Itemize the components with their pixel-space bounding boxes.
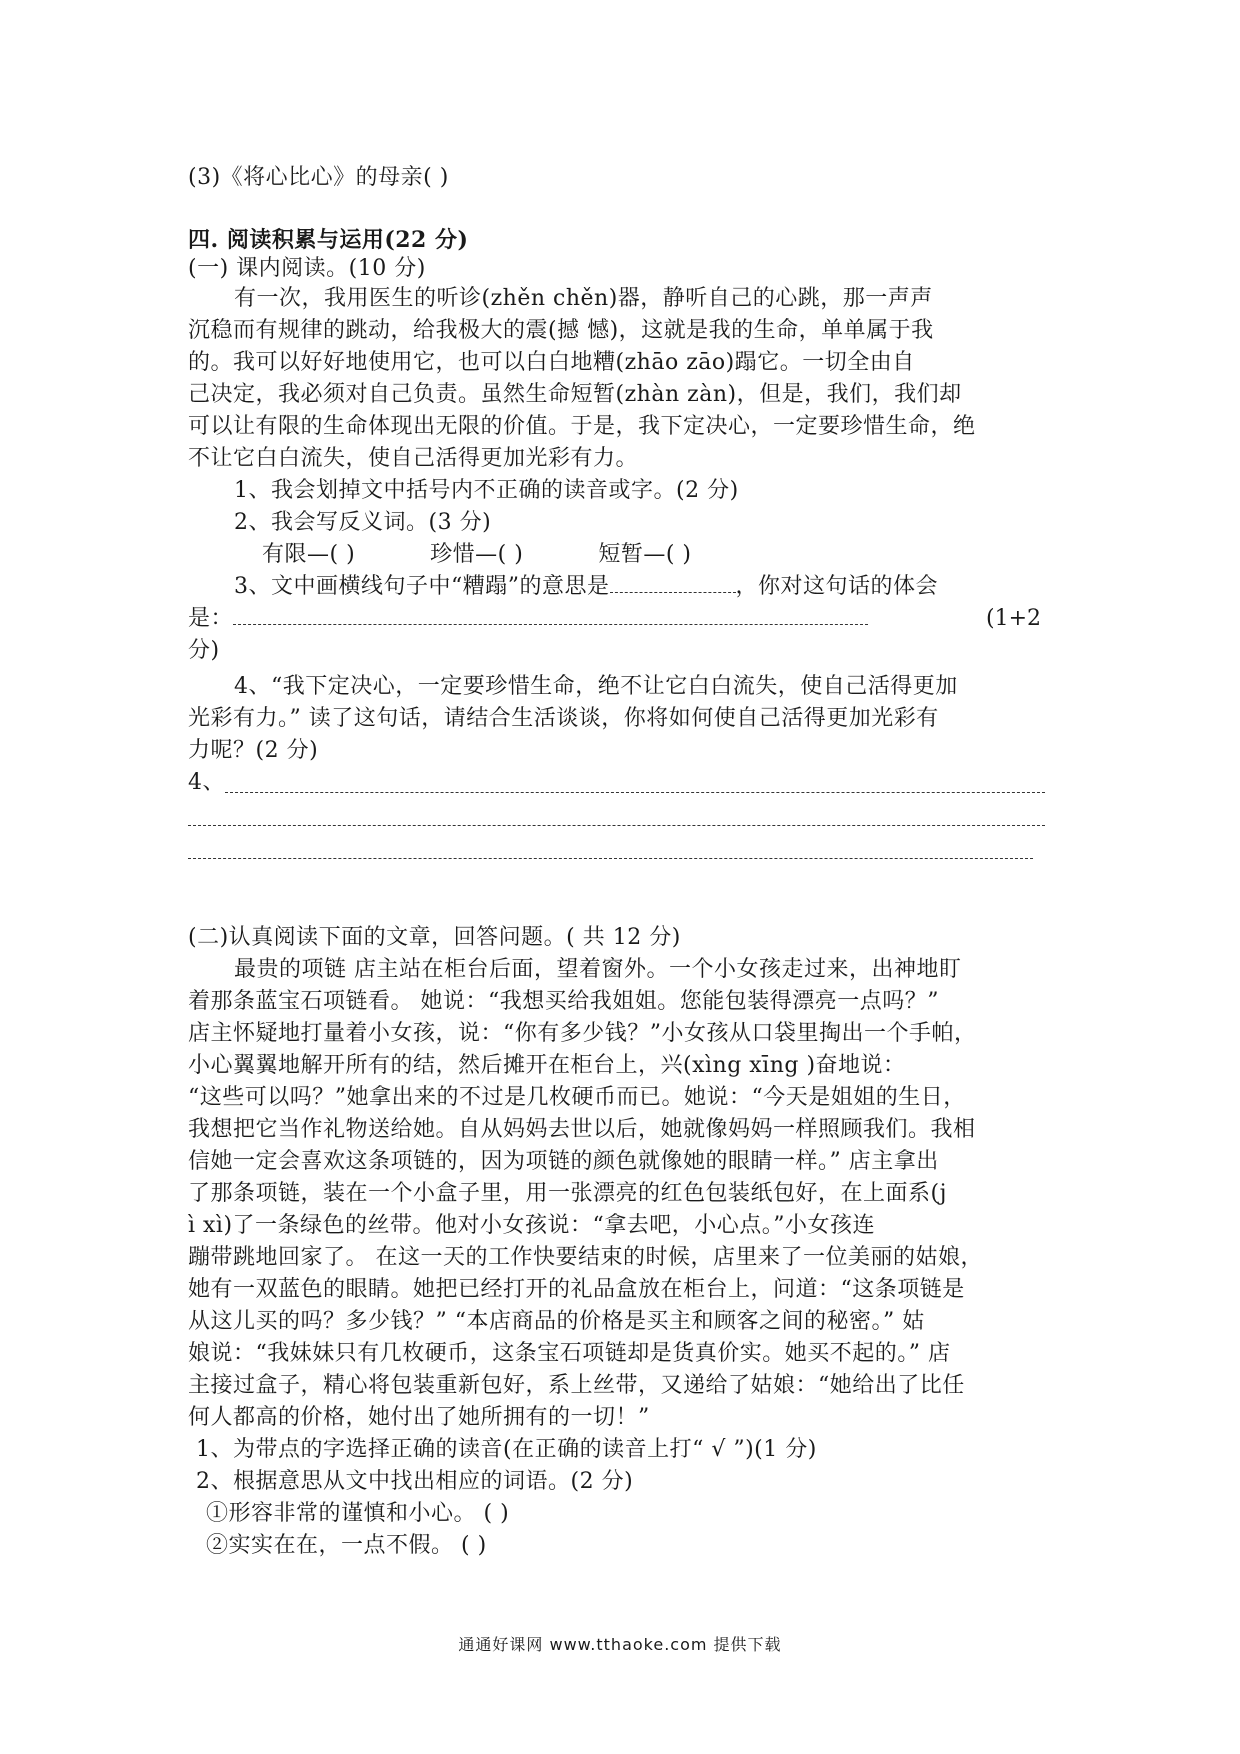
q3-score: (1+2 [986,606,1042,631]
q3-score-end: 分) [188,638,220,663]
q4-answer-label: 4、 [188,770,225,795]
antonym-item: 珍惜—( ) [430,542,524,567]
q4-line: 光彩有力。” 读了这句话，请结合生活谈谈，你将如何使自己活得更加光彩有 [188,706,939,731]
q3-line2 [188,601,1058,637]
q3-start: 3、文中画横线句子中“糟蹋”的意思是 [234,574,610,599]
q2-text: 2、我会写反义词。(3 分) [234,510,492,535]
sub2-q2-item: ①形容非常的谨慎和小心。 ( ) [206,1501,510,1526]
passage2-line: “这些可以吗？”她拿出来的不过是几枚硬币而已。她说：“今天是姐姐的生日， [188,1085,966,1110]
passage2-line: 主接过盒子，精心将包装重新包好，系上丝带，又递给了姑娘：“她给出了比任 [188,1373,965,1398]
q3-answer-blank[interactable] [233,606,868,625]
q3-is: 是： [188,606,234,631]
section-title: 四. 阅读积累与运用(22 分) [188,227,469,253]
q4-line: 力呢？(2 分) [188,738,319,763]
passage2-line: 我想把它当作礼物送给她。自从妈妈去世以后，她就像妈妈一样照顾我们。我相 [188,1117,976,1142]
passage1-line: 可以让有限的生命体现出无限的价值。于是，我下定决心，一定要珍惜生命，绝 [188,414,976,439]
answer-line[interactable] [225,792,1045,793]
passage1-line: 己决定，我必须对自己负责。虽然生命短暂(zhàn zàn)，但是，我们，我们却 [188,382,962,407]
antonym-row [262,537,1058,573]
answer-line[interactable] [188,858,1033,859]
passage2-line: 信她一定会喜欢这条项链的，因为项链的颜色就像她的眼睛一样。” 店主拿出 [188,1149,939,1174]
passage2-line: 何人都高的价格，她付出了她所拥有的一切！” [188,1405,650,1430]
q3-text [234,569,1058,605]
passage2-line: 着那条蓝宝石项链看。 她说：“我想买给我姐姐。您能包装得漂亮一点吗？” [188,989,939,1014]
passage2-line: 小心翼翼地解开所有的结，然后摊开在柜台上，兴(xìng xīng )奋地说： [188,1053,906,1078]
q4-line: 4、“我下定决心，一定要珍惜生命，绝不让它白白流失，使自己活得更加 [234,674,958,699]
passage2-line: ì xì)了一条绿色的丝带。他对小女孩说：“拿去吧，小心点。”小女孩连 [188,1213,876,1238]
answer-line[interactable] [188,825,1045,826]
sub2-q1: 1、为带点的字选择正确的读音(在正确的读音上打“ √ ”)(1 分) [196,1437,817,1462]
q3-mid: ，你对这句话的体会 [735,574,939,599]
sub1-heading: (一) 课内阅读。(10 分) [188,256,426,281]
q3-blank[interactable] [610,574,736,593]
sub2-q2: 2、根据意思从文中找出相应的词语。(2 分) [196,1469,634,1494]
passage1-line: 不让它白白流失，使自己活得更加光彩有力。 [188,446,639,471]
passage2-line: 蹦带跳地回家了。 在这一天的工作快要结束的时候，店里来了一位美丽的姑娘， [188,1245,983,1270]
passage2-line: 最贵的项链 店主站在柜台后面，望着窗外。一个小女孩走过来，出神地盯 [234,957,962,982]
passage2-line: 从这儿买的吗？多少钱？” “本店商品的价格是买主和顾客之间的秘密。” 姑 [188,1309,925,1334]
part3-item: (3)《将心比心》的母亲( ) [188,165,449,190]
passage2-line: 她有一双蓝色的眼睛。她把已经打开的礼品盒放在柜台上，问道：“这条项链是 [188,1277,965,1302]
footer-credit: 通通好课网 www.tthaoke.com 提供下载 [458,1635,782,1654]
sub2-heading: (二)认真阅读下面的文章，回答问题。( 共 12 分) [188,925,681,950]
passage1-line: 有一次，我用医生的听诊(zhěn chěn)器，静听自己的心跳，那一声声 [234,286,933,311]
antonym-item: 有限—( ) [262,542,356,567]
passage1-line: 沉稳而有规律的跳动，给我极大的震(撼 憾)，这就是我的生命，单单属于我 [188,318,934,343]
passage1-line: 的。我可以好好地使用它，也可以白白地糟(zhāo zāo)蹋它。一切全由自 [188,350,915,375]
antonym-item: 短暂—( ) [598,542,692,567]
passage2-line: 娘说：“我妹妹只有几枚硬币，这条宝石项链却是货真价实。她买不起的。” 店 [188,1341,951,1366]
passage2-line: 店主怀疑地打量着小女孩，说：“你有多少钱？”小女孩从口袋里掏出一个手帕， [188,1021,977,1046]
passage2-line: 了那条项链，装在一个小盒子里，用一张漂亮的红色包装纸包好，在上面系(j [188,1181,947,1206]
sub2-q2-item: ②实实在在，一点不假。 ( ) [206,1533,487,1558]
q1-text: 1、我会划掉文中括号内不正确的读音或字。(2 分) [234,478,739,503]
